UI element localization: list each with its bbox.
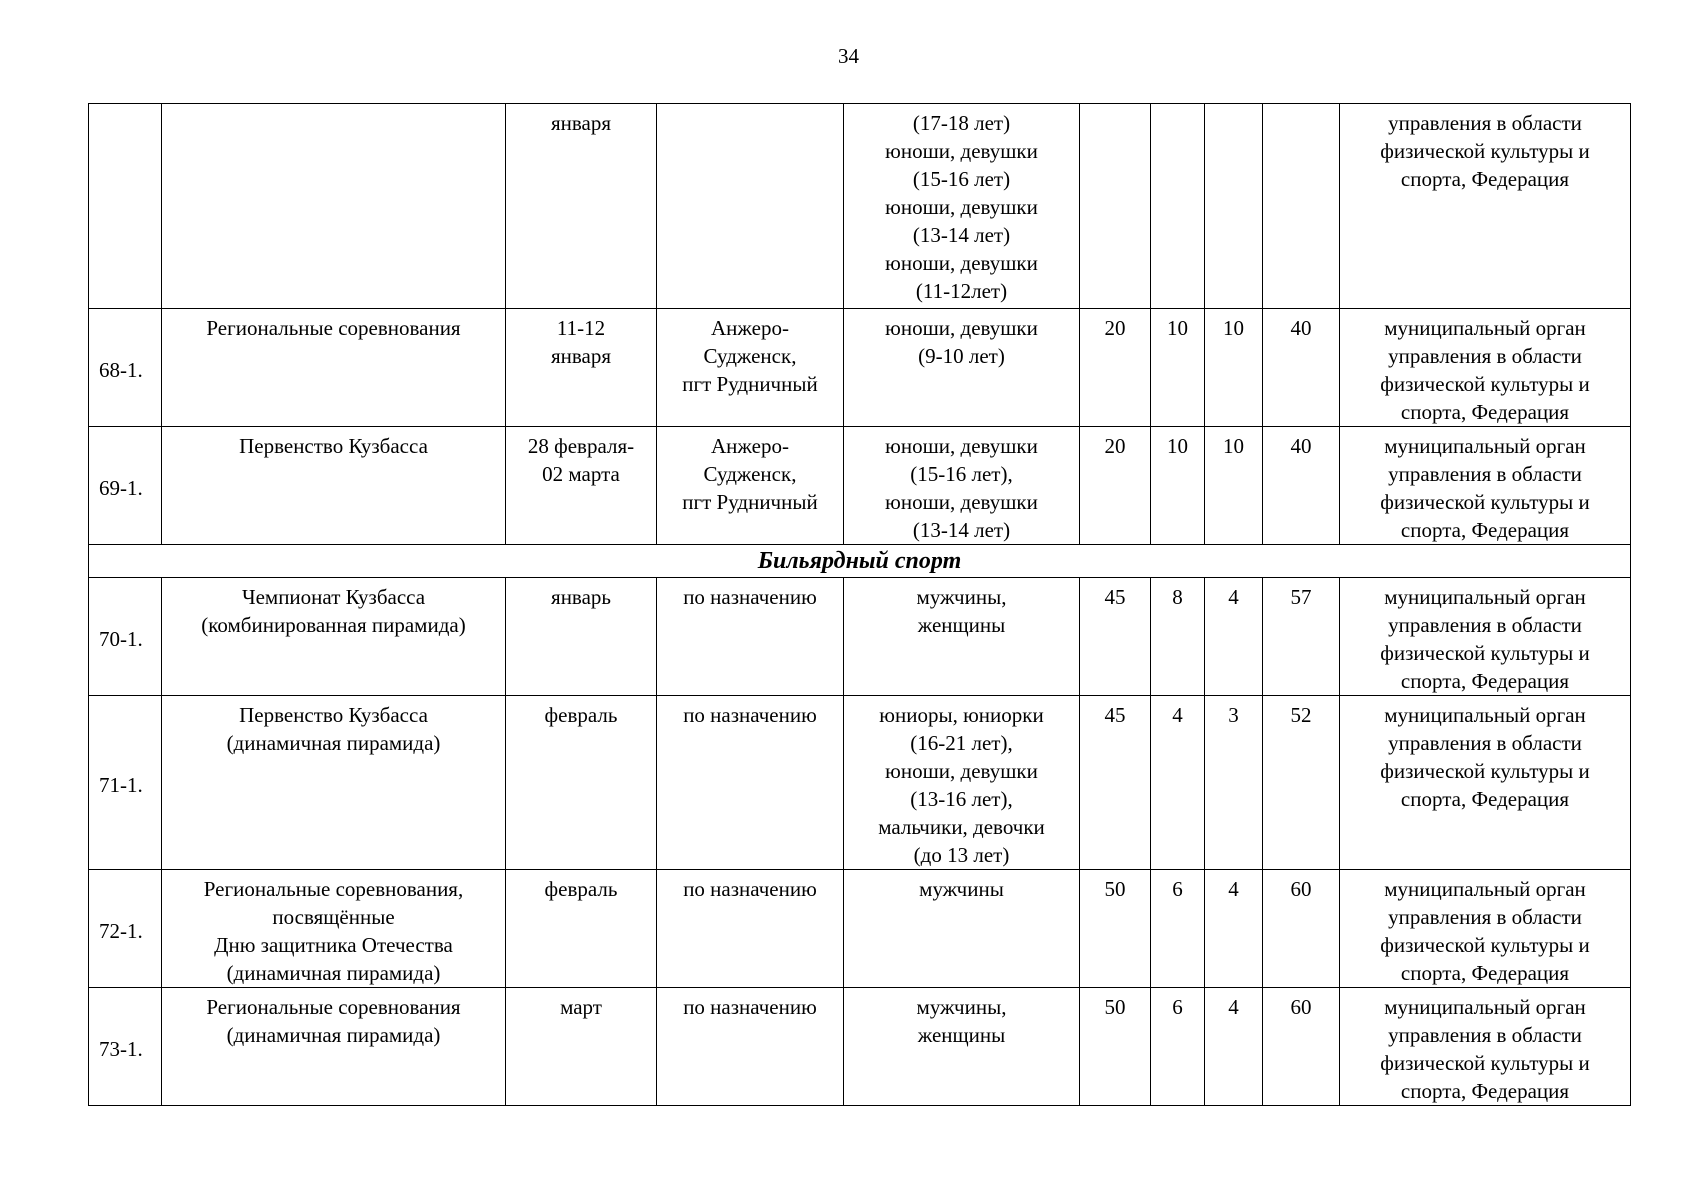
event-name: Чемпионат Кузбасса (комбинированная пирамида): [162, 578, 506, 696]
event-participants: (17-18 лет) юноши, девушки (15-16 лет) юноши, девушки (13-14 лет) юноши, девушки (11-12лет): [844, 104, 1080, 309]
row-number: 70-1.: [89, 578, 162, 696]
event-participants: юноши, девушки (15-16 лет), юноши, девушки (13-14 лет): [844, 427, 1080, 545]
count-col-1: 20: [1080, 309, 1151, 427]
event-place: Анжеро- Судженск, пгт Рудничный: [657, 427, 844, 545]
count-col-1: 20: [1080, 427, 1151, 545]
organizer: муниципальный орган управления в области физической культуры и спорта, Федерация: [1340, 696, 1631, 870]
count-col-3: 4: [1205, 578, 1263, 696]
row-number: 68-1.: [89, 309, 162, 427]
count-col-3: 3: [1205, 696, 1263, 870]
event-participants: мужчины, женщины: [844, 578, 1080, 696]
count-col-1: 45: [1080, 578, 1151, 696]
event-place: по назначению: [657, 578, 844, 696]
event-place: по назначению: [657, 870, 844, 988]
count-total: 40: [1263, 427, 1340, 545]
count-col-3: 10: [1205, 427, 1263, 545]
event-date: март: [506, 988, 657, 1106]
count-col-2: [1151, 104, 1205, 309]
event-name: Первенство Кузбасса: [162, 427, 506, 545]
event-date: январь: [506, 578, 657, 696]
event-place: [657, 104, 844, 309]
table-row: [89, 988, 1631, 1106]
event-participants: мужчины, женщины: [844, 988, 1080, 1106]
count-col-2: 6: [1151, 870, 1205, 988]
event-participants: мужчины: [844, 870, 1080, 988]
count-total: 60: [1263, 988, 1340, 1106]
count-col-3: 10: [1205, 309, 1263, 427]
count-col-1: 50: [1080, 988, 1151, 1106]
table-row: [89, 309, 1631, 427]
count-col-1: [1080, 104, 1151, 309]
organizer: муниципальный орган управления в области физической культуры и спорта, Федерация: [1340, 309, 1631, 427]
event-name: Региональные соревнования (динамичная пирамида): [162, 988, 506, 1106]
table-body: [89, 104, 1631, 1106]
count-total: 40: [1263, 309, 1340, 427]
count-col-2: 10: [1151, 309, 1205, 427]
organizer: муниципальный орган управления в области физической культуры и спорта, Федерация: [1340, 427, 1631, 545]
count-col-2: 6: [1151, 988, 1205, 1106]
section-title: Бильярдный спорт: [89, 545, 1631, 578]
table-row: [89, 578, 1631, 696]
count-total: [1263, 104, 1340, 309]
event-name: [162, 104, 506, 309]
count-col-3: [1205, 104, 1263, 309]
row-number: 71-1.: [89, 696, 162, 870]
count-col-2: 8: [1151, 578, 1205, 696]
page-number: 34: [838, 44, 859, 68]
count-col-3: 4: [1205, 988, 1263, 1106]
event-place: Анжеро- Судженск, пгт Рудничный: [657, 309, 844, 427]
event-date: 28 февраля- 02 марта: [506, 427, 657, 545]
event-name: Региональные соревнования, посвящённые Дню защитника Отечества (динамичная пирамида): [162, 870, 506, 988]
organizer: муниципальный орган управления в области физической культуры и спорта, Федерация: [1340, 988, 1631, 1106]
event-participants: юниоры, юниорки (16-21 лет), юноши, девушки (13-16 лет), мальчики, девочки (до 13 лет): [844, 696, 1080, 870]
event-participants: юноши, девушки (9-10 лет): [844, 309, 1080, 427]
count-total: 57: [1263, 578, 1340, 696]
count-col-1: 45: [1080, 696, 1151, 870]
count-col-2: 10: [1151, 427, 1205, 545]
organizer: муниципальный орган управления в области физической культуры и спорта, Федерация: [1340, 870, 1631, 988]
count-col-3: 4: [1205, 870, 1263, 988]
table-row: [89, 104, 1631, 309]
count-col-1: 50: [1080, 870, 1151, 988]
event-date: февраль: [506, 870, 657, 988]
row-number: 72-1.: [89, 870, 162, 988]
section-row: [89, 545, 1631, 578]
row-number: 73-1.: [89, 988, 162, 1106]
events-table: [88, 103, 1631, 1106]
count-total: 52: [1263, 696, 1340, 870]
event-place: по назначению: [657, 696, 844, 870]
table-row: [89, 427, 1631, 545]
event-date: 11-12 января: [506, 309, 657, 427]
table-row: [89, 696, 1631, 870]
event-name: Региональные соревнования: [162, 309, 506, 427]
event-place: по назначению: [657, 988, 844, 1106]
organizer: управления в области физической культуры и спорта, Федерация: [1340, 104, 1631, 309]
count-total: 60: [1263, 870, 1340, 988]
count-col-2: 4: [1151, 696, 1205, 870]
event-date: января: [506, 104, 657, 309]
row-number: 69-1.: [89, 427, 162, 545]
event-name: Первенство Кузбасса (динамичная пирамида): [162, 696, 506, 870]
table-row: [89, 870, 1631, 988]
organizer: муниципальный орган управления в области физической культуры и спорта, Федерация: [1340, 578, 1631, 696]
row-number: [89, 104, 162, 309]
event-date: февраль: [506, 696, 657, 870]
